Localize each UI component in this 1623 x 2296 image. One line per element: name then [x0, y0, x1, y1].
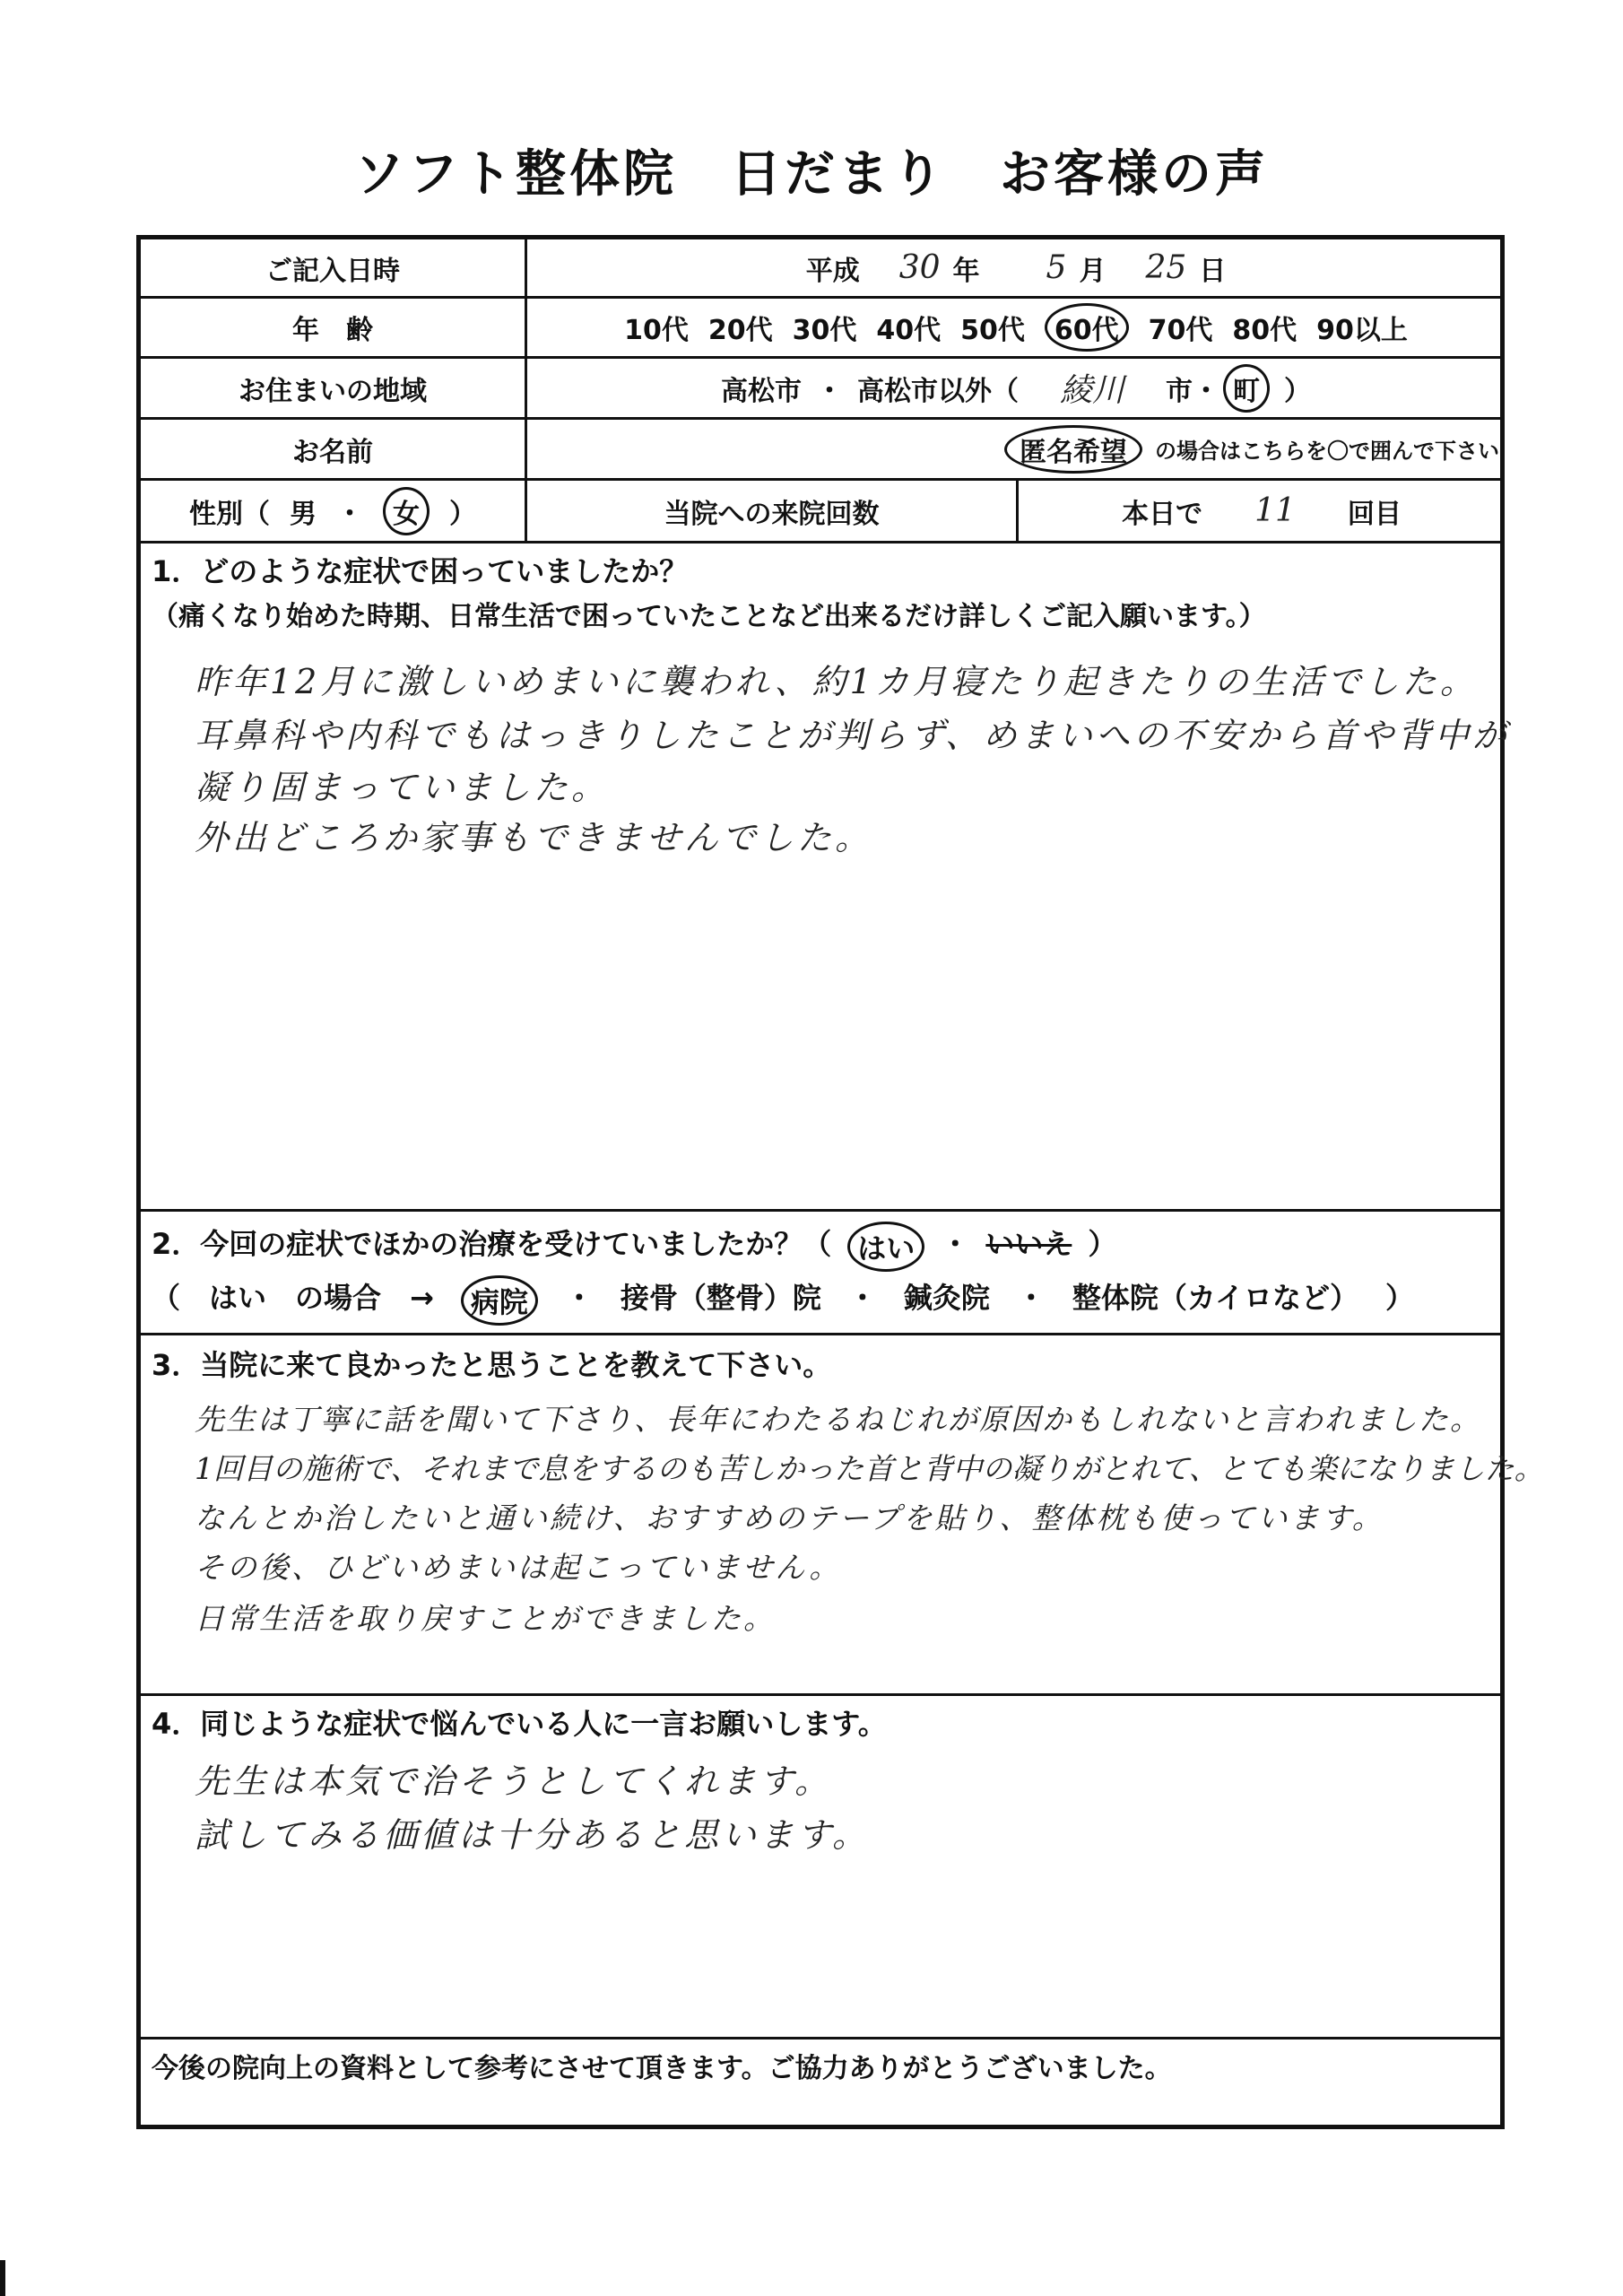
- month-value: 5: [1046, 249, 1067, 286]
- gender-option-female-circled[interactable]: 女: [383, 487, 430, 535]
- separator: ・: [815, 375, 843, 407]
- section-divider: [141, 2037, 1500, 2039]
- q2-close: ）: [1088, 1227, 1117, 1261]
- area-cho-circled[interactable]: 町: [1223, 364, 1270, 413]
- visits-label: 当院への来院回数: [664, 498, 880, 530]
- q1-subtext: （痛くなり始めた時期、日常生活で困っていたことなど出来るだけ詳しくご記入願います。）: [152, 601, 1266, 632]
- age-option[interactable]: 70代: [1148, 315, 1213, 346]
- q1-question: 1．どのような症状で困っていましたか？: [152, 554, 689, 588]
- anonymous-option-circled[interactable]: 匿名希望: [1004, 425, 1142, 474]
- anonymous-note: の場合はこちらを〇で囲んで下さい: [1155, 439, 1499, 464]
- q3-answer-line: なんとか治したいと通い続け、おすすめのテープを貼り、整体枕も使っています。: [195, 1500, 1384, 1535]
- q2-option-acupuncture[interactable]: 鍼灸院: [903, 1281, 990, 1315]
- separator: ・: [336, 498, 363, 530]
- survey-form: [136, 235, 1544, 2129]
- q2-yes-circled[interactable]: はい: [847, 1222, 924, 1272]
- area-label: お住まいの地域: [239, 375, 427, 407]
- q1-answer-line: 昨年12月に激しいめまいに襲われ、約1カ月寝たり起きたりの生活でした。: [195, 662, 1478, 701]
- q3-answer-line: 日常生活を取り戻すことができました。: [195, 1601, 776, 1636]
- q1-answer-line: 耳鼻科や内科でもはっきりしたことが判らず、めまいへの不安から首や背中が: [195, 716, 1510, 755]
- gender-option-male[interactable]: 男: [290, 498, 317, 530]
- age-option[interactable]: 50代: [960, 315, 1025, 346]
- area-option-takamatsu[interactable]: 高松市: [720, 375, 802, 407]
- q4-answer-line: 先生は本気で治そうとしてくれます。: [195, 1761, 832, 1801]
- visits-unit: 回目: [1347, 498, 1402, 530]
- q4-question: 4．同じような症状で悩んでいる人に一言お願いします。: [152, 1707, 887, 1741]
- name-label: お名前: [292, 436, 373, 468]
- q2-no-struck[interactable]: いいえ: [985, 1227, 1072, 1261]
- area-close: ）: [1284, 375, 1311, 407]
- q1-answer-line: 凝り固まっていました。: [195, 768, 610, 807]
- q3-answer-line: 1回目の施術で、それまで息をするのも苦しかった首と背中の凝りがとれて、とても楽になりました。: [195, 1451, 1544, 1486]
- age-option[interactable]: 20代: [707, 315, 773, 346]
- year-unit: 年: [952, 255, 980, 287]
- month-unit: 月: [1079, 255, 1107, 287]
- area-option-other[interactable]: 高松市以外（: [856, 375, 1019, 407]
- gender-label-open: 性別（: [189, 498, 270, 530]
- age-option[interactable]: 40代: [876, 315, 942, 346]
- q2-options-row: [152, 1275, 1414, 1326]
- q3-answer-line: 先生は丁寧に話を聞いて下さり、長年にわたるねじれが原因かもしれないと言われました。: [195, 1402, 1481, 1437]
- q2-option-hospital-circled[interactable]: 病院: [461, 1275, 538, 1326]
- age-option[interactable]: 30代: [792, 315, 857, 346]
- date-label: ご記入日時: [265, 255, 400, 287]
- age-option[interactable]: 60代: [1045, 303, 1129, 352]
- date-value[interactable]: [527, 239, 1505, 296]
- gender-label-close: ）: [449, 498, 476, 530]
- day-value: 25: [1145, 249, 1187, 286]
- age-options: [527, 299, 1505, 356]
- area-options: [527, 359, 1505, 417]
- separator: ・: [941, 1227, 970, 1261]
- day-unit: 日: [1199, 255, 1227, 287]
- q2-line2-close: ）: [1384, 1281, 1414, 1315]
- name-value[interactable]: [527, 420, 1505, 478]
- q2-option-bone[interactable]: 接骨（整骨）院: [620, 1281, 821, 1315]
- section-divider: [141, 1209, 1500, 1212]
- age-label: 年 齢: [292, 315, 373, 346]
- visit-count: 11: [1254, 492, 1296, 529]
- separator: ・: [564, 1281, 594, 1315]
- area-shi[interactable]: 市・: [1166, 375, 1219, 407]
- today-label: 本日で: [1122, 498, 1203, 530]
- age-option[interactable]: 90以上: [1316, 315, 1408, 346]
- footer-note: 今後の院向上の資料として参考にさせて頂きます。ご協力ありがとうございました。: [152, 2053, 1172, 2084]
- separator: ・: [847, 1281, 877, 1315]
- age-option[interactable]: 10代: [624, 315, 689, 346]
- q2-option-seitai[interactable]: 整体院（カイロなど）: [1072, 1281, 1358, 1315]
- q2-question-row: [152, 1222, 1116, 1272]
- gender-field: [141, 481, 525, 541]
- q3-answer-line: その後、ひどいめまいは起こっていません。: [195, 1550, 842, 1585]
- year-value: 30: [898, 249, 941, 286]
- page-title: ソフト整体院 日だまり お客様の声: [354, 145, 1269, 204]
- q1-answer-line: 外出どころか家事もできませんでした。: [195, 818, 873, 857]
- q2-question: 2．今回の症状でほかの治療を受けていましたか？（: [152, 1227, 832, 1261]
- visits-value[interactable]: [1019, 481, 1505, 541]
- separator: ・: [1016, 1281, 1046, 1315]
- row-divider: [141, 541, 1500, 544]
- q2-line2-open: （ はい の場合 →: [152, 1281, 434, 1315]
- area-handwritten-place[interactable]: 綾川: [1059, 372, 1124, 409]
- q3-question: 3．当院に来て良かったと思うことを教えて下さい。: [152, 1348, 832, 1382]
- age-option[interactable]: 80代: [1232, 315, 1298, 346]
- era: 平成: [805, 255, 860, 287]
- section-divider: [141, 1333, 1500, 1335]
- q4-answer-line: 試してみる価値は十分あると思います。: [195, 1815, 870, 1855]
- section-divider: [141, 1693, 1500, 1696]
- scan-edge-mark: [0, 2260, 5, 2296]
